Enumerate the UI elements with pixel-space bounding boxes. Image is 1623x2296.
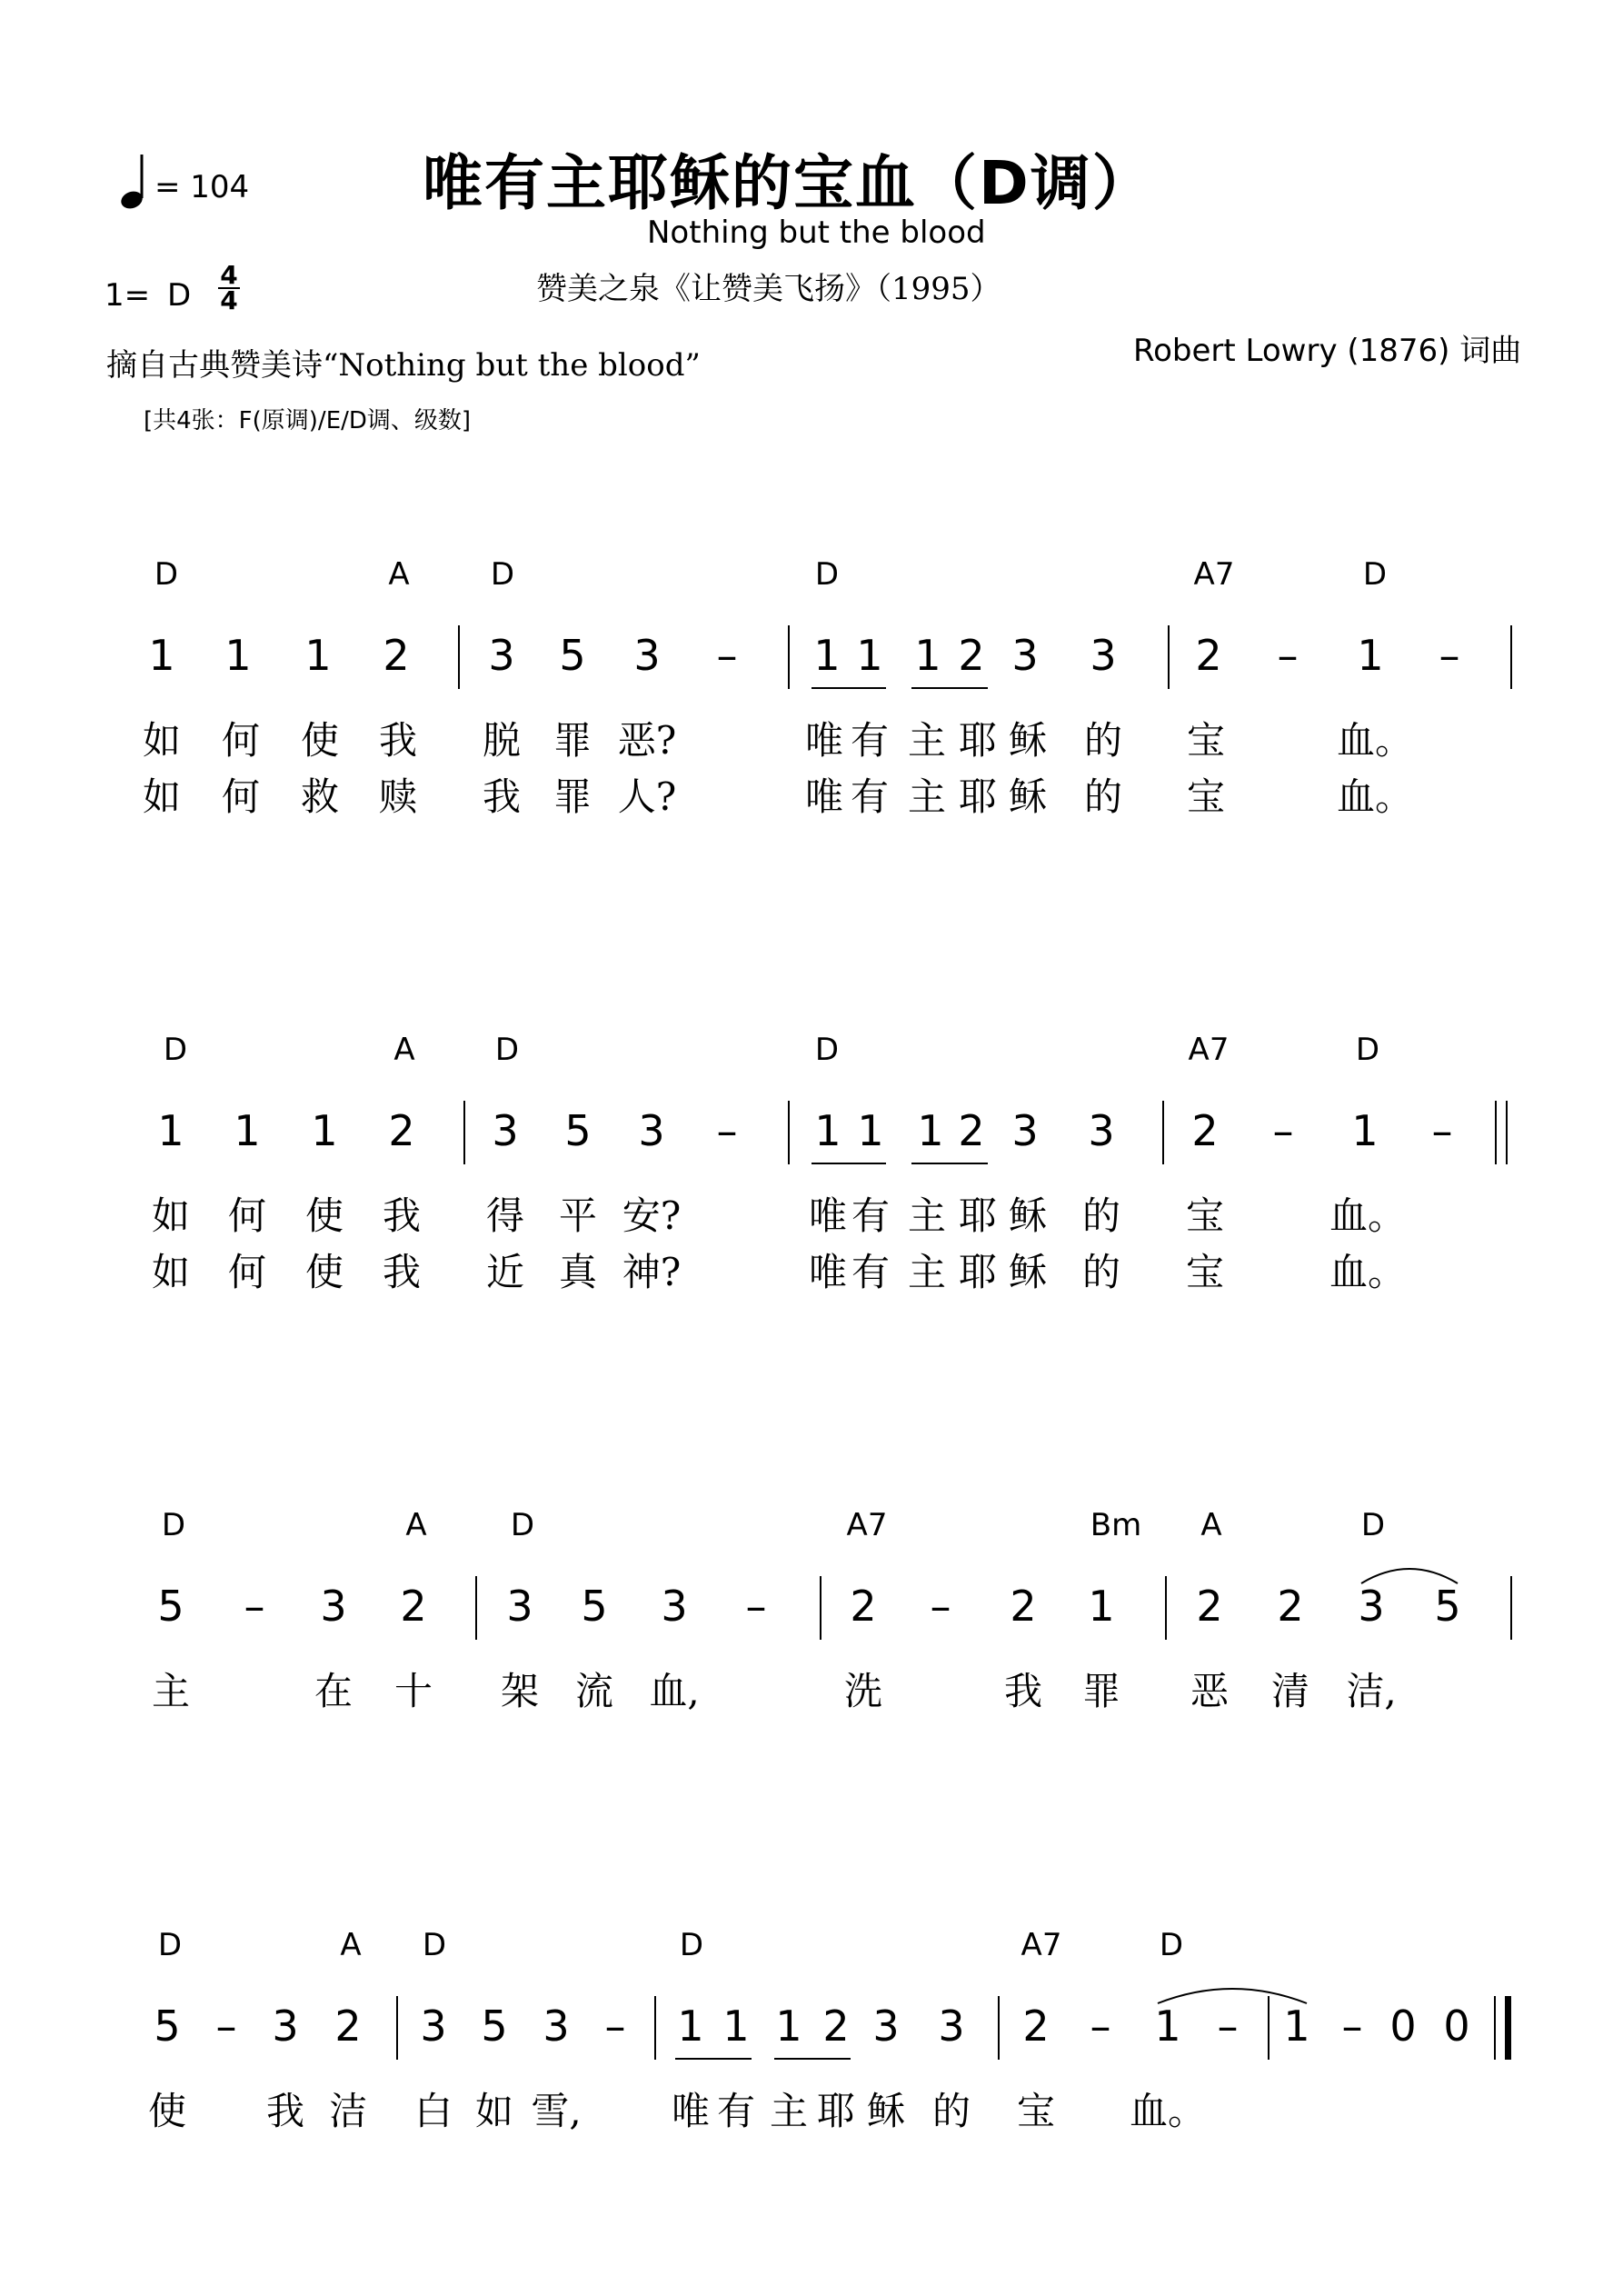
numbered-note: 1 [1351, 1106, 1379, 1155]
numbered-note: 1 [234, 1106, 261, 1155]
numbered-note: 3 [272, 2002, 299, 2051]
numbered-note: 2 [1277, 1582, 1304, 1631]
sheets-note: [共4张：F(原调)/E/D调、级数] [144, 407, 472, 434]
numbered-note: 3 [1011, 1106, 1039, 1155]
dash-extension: – [215, 2002, 237, 2051]
numbered-note: 1 [677, 2002, 704, 2051]
dash-extension: – [716, 631, 738, 680]
dash-extension: – [1341, 2002, 1363, 2051]
lyric-syllable: 耶 [958, 718, 998, 763]
bar-line [1494, 1996, 1496, 2060]
numbered-note: 5 [157, 1582, 184, 1631]
eighth-underline [675, 2058, 752, 2060]
quarter-note-icon [116, 153, 149, 211]
numbered-note: 5 [154, 2002, 181, 2051]
lyric-syllable: 稣 [1008, 1193, 1048, 1238]
lyric-syllable: 唯 [671, 2089, 711, 2133]
numbered-note: 3 [1011, 631, 1039, 680]
numbered-note: 2 [383, 631, 410, 680]
lyric-syllable: 使 [304, 1250, 344, 1294]
lyric-syllable: 主 [907, 1193, 947, 1238]
lyric-syllable: 唯 [808, 1193, 848, 1238]
numbered-note: 3 [1358, 1582, 1385, 1631]
lyric-syllable: 清 [1270, 1669, 1310, 1713]
lyric-syllable: 宝 [1016, 2089, 1056, 2133]
numbered-note: 2 [400, 1582, 427, 1631]
bar-line [788, 625, 790, 689]
lyric-syllable: 如 [142, 774, 182, 819]
lyric-syllable: 何 [227, 1250, 267, 1294]
lyric-syllable: 雪, [531, 2089, 582, 2133]
lyric-syllable: 使 [147, 2089, 187, 2133]
chord-symbol: A7 [1021, 1927, 1062, 1963]
numbered-note: 3 [872, 2002, 900, 2051]
tempo-value: = 104 [154, 169, 250, 205]
dash-extension: – [1090, 2002, 1111, 2051]
lyric-syllable: 有 [716, 2089, 756, 2133]
lyric-syllable: 如 [151, 1193, 191, 1238]
bar-line [1506, 1101, 1508, 1164]
lyric-syllable: 唯 [804, 774, 844, 819]
lyric-syllable: 有 [850, 718, 890, 763]
chord-symbol: D [1360, 1507, 1386, 1543]
lyric-syllable: 恶? [617, 718, 677, 763]
lyric-syllable: 耶 [958, 1193, 998, 1238]
chord-symbol: D [1159, 1927, 1184, 1963]
lyric-syllable: 主 [769, 2089, 809, 2133]
numbered-note: 3 [661, 1582, 688, 1631]
lyric-syllable: 我 [482, 774, 522, 819]
numbered-note: 3 [1090, 631, 1117, 680]
numbered-note: 1 [813, 631, 841, 680]
lyric-syllable: 架 [500, 1669, 540, 1713]
dash-extension: – [1439, 631, 1460, 680]
bar-line [396, 1996, 398, 2060]
chord-symbol: D [490, 556, 515, 593]
lyric-syllable: 我 [1003, 1669, 1043, 1713]
lyric-syllable: 脱 [482, 718, 522, 763]
origin-note: 摘自古典赞美诗“Nothing but the blood” [106, 347, 701, 384]
key-label: 1= [105, 277, 151, 314]
dash-extension: – [745, 1582, 767, 1631]
lyric-syllable: 人? [617, 774, 677, 819]
lyric-syllable: 近 [485, 1250, 525, 1294]
numbered-note: 1 [311, 1106, 338, 1155]
numbered-note: 1 [917, 1106, 944, 1155]
chord-symbol: D [814, 1032, 840, 1068]
lyric-syllable: 救 [300, 774, 340, 819]
bar-line [1168, 625, 1170, 689]
lyric-syllable: 得 [485, 1193, 525, 1238]
lyric-syllable: 的 [931, 2089, 971, 2133]
lyric-syllable: 稣 [1008, 1250, 1048, 1294]
lyric-syllable: 宝 [1186, 718, 1226, 763]
numbered-note: 5 [564, 1106, 592, 1155]
lyric-syllable: 稣 [1008, 774, 1048, 819]
lyric-syllable: 何 [227, 1193, 267, 1238]
lyric-syllable: 赎 [378, 774, 418, 819]
numbered-note: 2 [850, 1582, 877, 1631]
numbered-note: 3 [1088, 1106, 1115, 1155]
numbered-note: 3 [492, 1106, 519, 1155]
lyric-syllable: 的 [1083, 718, 1123, 763]
lyric-syllable: 耶 [958, 1250, 998, 1294]
numbered-note: 0 [1389, 2002, 1417, 2051]
bar-line [820, 1576, 821, 1640]
lyric-syllable: 血。 [1129, 2089, 1207, 2133]
lyric-syllable: 我 [378, 718, 418, 763]
numbered-note: 3 [506, 1582, 533, 1631]
chord-symbol: A7 [1188, 1032, 1230, 1068]
dash-extension: – [1431, 1106, 1453, 1155]
numbered-note: 3 [938, 2002, 965, 2051]
lyric-syllable: 血。 [1329, 1250, 1407, 1294]
numbered-note: 1 [814, 1106, 841, 1155]
lyric-syllable: 耶 [958, 774, 998, 819]
numbered-note: 1 [1088, 1582, 1115, 1631]
numbered-note: 3 [420, 2002, 447, 2051]
bar-line [458, 625, 460, 689]
numbered-note: 5 [581, 1582, 608, 1631]
lyric-syllable: 十 [393, 1669, 433, 1713]
chord-symbol: A [393, 1032, 415, 1068]
lyric-syllable: 稣 [866, 2089, 906, 2133]
lyric-syllable: 的 [1083, 774, 1123, 819]
numbered-note: 3 [633, 631, 661, 680]
lyric-syllable: 主 [907, 718, 947, 763]
chord-symbol: D [157, 1927, 183, 1963]
lyric-syllable: 的 [1081, 1250, 1121, 1294]
bar-line [463, 1101, 465, 1164]
numbered-note: 2 [1010, 1582, 1037, 1631]
dash-extension: – [930, 1582, 951, 1631]
numbered-note: 3 [320, 1582, 347, 1631]
bar-line [475, 1576, 477, 1640]
numbered-note: 2 [1195, 631, 1222, 680]
eighth-underline [812, 687, 886, 689]
lyric-syllable: 白 [413, 2089, 453, 2133]
chord-symbol: D [814, 556, 840, 593]
dash-extension: – [604, 2002, 626, 2051]
chord-symbol: D [154, 556, 179, 593]
numbered-note: 1 [157, 1106, 184, 1155]
author-credit: Robert Lowry (1876) 词曲 [1133, 333, 1522, 369]
lyric-syllable: 的 [1081, 1193, 1121, 1238]
chord-symbol: D [163, 1032, 188, 1068]
time-sig-bottom: 4 [220, 285, 238, 315]
subtitle: Nothing but the blood [647, 215, 986, 251]
bar-line [1510, 1576, 1512, 1640]
numbered-note: 1 [224, 631, 252, 680]
chord-symbol: D [494, 1032, 520, 1068]
lyric-syllable: 流 [574, 1669, 614, 1713]
eighth-underline [812, 1163, 886, 1164]
chord-symbol: D [422, 1927, 447, 1963]
lyric-syllable: 主 [907, 774, 947, 819]
lyric-syllable: 唯 [808, 1250, 848, 1294]
chord-symbol: A7 [846, 1507, 888, 1543]
lyric-syllable: 有 [851, 1193, 891, 1238]
numbered-note: 2 [822, 2002, 850, 2051]
dash-extension: – [1277, 631, 1299, 680]
lyric-syllable: 宝 [1185, 1250, 1225, 1294]
numbered-note: 1 [148, 631, 175, 680]
chord-symbol: D [161, 1507, 186, 1543]
lyric-syllable: 何 [221, 718, 261, 763]
chord-symbol: A [405, 1507, 427, 1543]
numbered-note: 3 [488, 631, 515, 680]
lyric-syllable: 有 [851, 1250, 891, 1294]
dash-extension: – [244, 1582, 265, 1631]
lyric-syllable: 罪 [553, 718, 592, 763]
lyric-syllable: 安? [622, 1193, 682, 1238]
eighth-underline [911, 1163, 988, 1164]
numbered-note: 5 [1434, 1582, 1461, 1631]
dash-extension: – [1272, 1106, 1294, 1155]
lyric-syllable: 恶 [1190, 1669, 1230, 1713]
bar-line [788, 1101, 790, 1164]
numbered-note: 1 [1283, 2002, 1310, 2051]
numbered-note: 1 [857, 1106, 884, 1155]
bar-line [1165, 1576, 1167, 1640]
lyric-syllable: 罪 [553, 774, 592, 819]
numbered-note: 5 [559, 631, 586, 680]
numbered-note: 0 [1443, 2002, 1470, 2051]
chord-symbol: Bm [1090, 1507, 1142, 1543]
lyric-syllable: 如 [142, 718, 182, 763]
key-value: D [167, 277, 192, 314]
numbered-note: 2 [334, 2002, 362, 2051]
bar-line [1505, 1996, 1511, 2060]
lyric-syllable: 如 [151, 1250, 191, 1294]
lyric-syllable: 真 [558, 1250, 598, 1294]
numbered-note: 3 [543, 2002, 570, 2051]
chord-symbol: D [679, 1927, 704, 1963]
lyric-syllable: 血。 [1336, 718, 1414, 763]
numbered-note: 5 [481, 2002, 508, 2051]
lyric-syllable: 耶 [816, 2089, 856, 2133]
chord-symbol: A [388, 556, 410, 593]
lyric-syllable: 使 [300, 718, 340, 763]
bar-line [1495, 1101, 1497, 1164]
lyric-syllable: 平 [558, 1193, 598, 1238]
tie-slur [1154, 1980, 1310, 2007]
time-sig-top: 4 [220, 260, 238, 290]
source-line: 赞美之泉《让赞美飞扬》（1995） [536, 271, 1001, 307]
chord-symbol: D [510, 1507, 535, 1543]
numbered-note: 2 [1191, 1106, 1219, 1155]
numbered-note: 1 [1154, 2002, 1181, 2051]
lyric-syllable: 洁 [328, 2089, 368, 2133]
numbered-note: 1 [1357, 631, 1384, 680]
bar-line [1162, 1101, 1164, 1164]
numbered-note: 1 [722, 2002, 750, 2051]
lyric-syllable: 我 [265, 2089, 305, 2133]
eighth-underline [774, 2058, 851, 2060]
lyric-syllable: 神? [622, 1250, 682, 1294]
lyric-syllable: 有 [850, 774, 890, 819]
lyric-syllable: 主 [151, 1669, 191, 1713]
dash-extension: – [1217, 2002, 1239, 2051]
eighth-underline [911, 687, 988, 689]
lyric-syllable: 洁, [1346, 1669, 1397, 1713]
lyric-syllable: 血。 [1329, 1193, 1407, 1238]
lyric-syllable: 如 [474, 2089, 514, 2133]
numbered-note: 1 [914, 631, 941, 680]
lyric-syllable: 我 [382, 1250, 422, 1294]
lyric-syllable: 洗 [843, 1669, 883, 1713]
lyric-syllable: 主 [907, 1250, 947, 1294]
lyric-syllable: 血。 [1336, 774, 1414, 819]
time-signature [216, 260, 242, 315]
chord-symbol: A [1200, 1507, 1222, 1543]
chord-symbol: D [1362, 556, 1388, 593]
numbered-note: 2 [1196, 1582, 1223, 1631]
lyric-syllable: 唯 [804, 718, 844, 763]
chord-symbol: D [1355, 1032, 1380, 1068]
chord-symbol: A [340, 1927, 362, 1963]
lyric-syllable: 使 [304, 1193, 344, 1238]
lyric-syllable: 在 [314, 1669, 353, 1713]
numbered-note: 1 [856, 631, 883, 680]
numbered-note: 1 [304, 631, 332, 680]
lyric-syllable: 宝 [1186, 774, 1226, 819]
tie-slur [1358, 1560, 1461, 1587]
numbered-note: 2 [388, 1106, 415, 1155]
chord-symbol: A7 [1193, 556, 1235, 593]
lyric-syllable: 血, [649, 1669, 700, 1713]
lyric-syllable: 罪 [1081, 1669, 1121, 1713]
bar-line [1510, 625, 1512, 689]
bar-line [654, 1996, 656, 2060]
numbered-note: 2 [958, 1106, 985, 1155]
bar-line [998, 1996, 1000, 2060]
numbered-note: 2 [958, 631, 985, 680]
lyric-syllable: 稣 [1008, 718, 1048, 763]
lyric-syllable: 我 [382, 1193, 422, 1238]
numbered-note: 2 [1022, 2002, 1050, 2051]
lyric-syllable: 宝 [1185, 1193, 1225, 1238]
numbered-note: 3 [638, 1106, 665, 1155]
numbered-note: 1 [775, 2002, 802, 2051]
dash-extension: – [716, 1106, 738, 1155]
lyric-syllable: 何 [221, 774, 261, 819]
page-title: 唯有主耶稣的宝血（D调） [423, 148, 1154, 218]
